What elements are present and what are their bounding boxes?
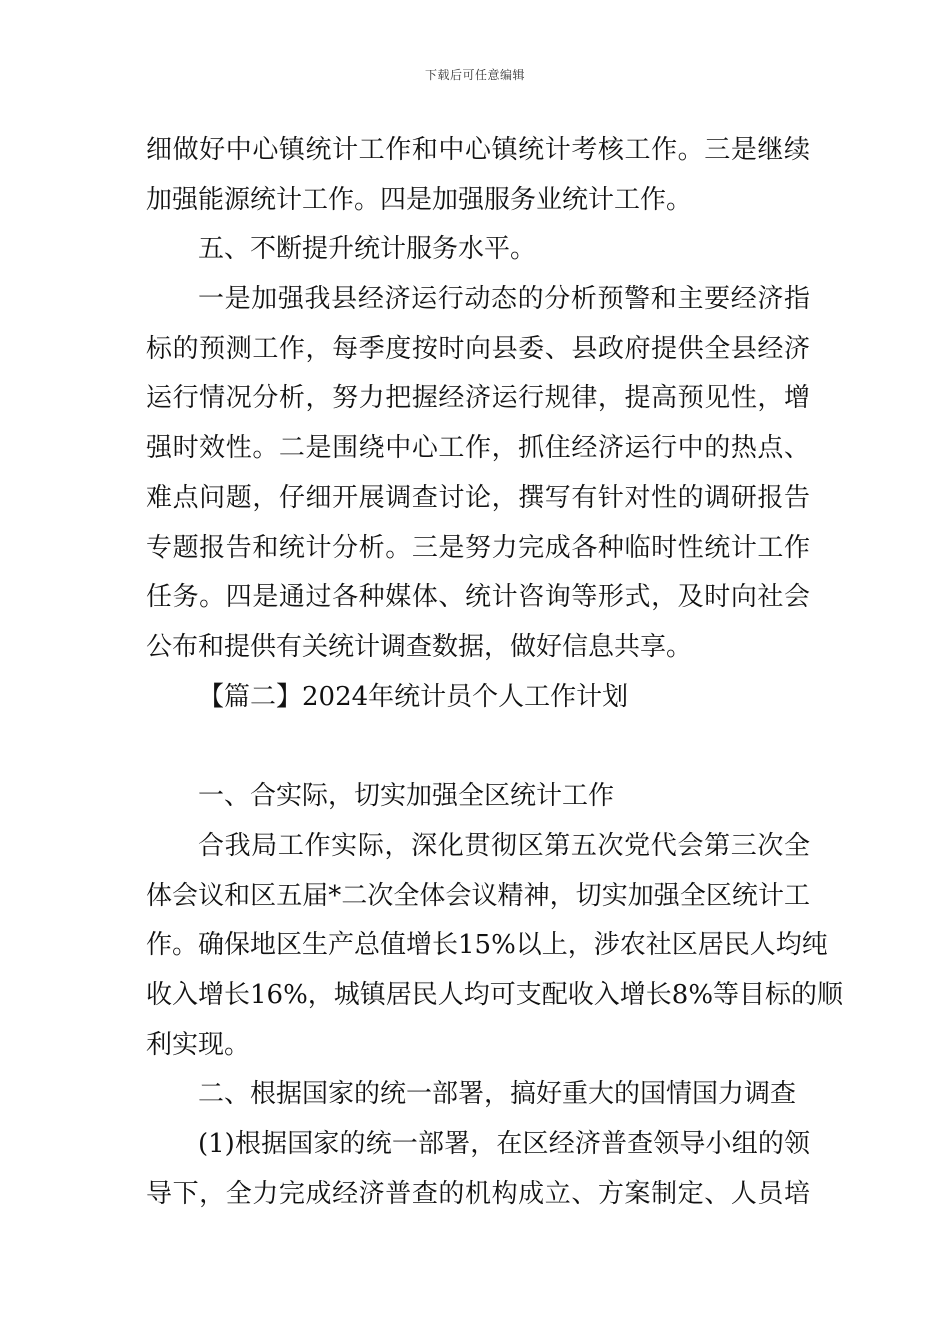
section-heading: 二、根据国家的统一部署，搞好重大的国情国力调查 (198, 1079, 797, 1110)
text-line: 专题报告和统计分析。三是努力完成各种临时性统计工作 (146, 532, 810, 563)
text-line: 收入增长16%，城镇居民人均可支配收入增长8%等目标的顺 (146, 980, 844, 1010)
section-heading: 五、不断提升统计服务水平。 (198, 234, 537, 265)
text-line: 导下，全力完成经济普查的机构成立、方案制定、人员培 (146, 1178, 810, 1209)
text-line: 标的预测工作，每季度按时向县委、县政府提供全县经济 (146, 333, 810, 364)
text-line: 利实现。 (146, 1029, 251, 1060)
text-line: 加强能源统计工作。四是加强服务业统计工作。 (146, 184, 693, 215)
article-title: 【篇二】2024年统计员个人工作计划 (198, 681, 629, 712)
blank-line (146, 722, 810, 772)
text-line: 合我局工作实际，深化贯彻区第五次党代会第三次全 (198, 830, 810, 861)
text-line: 公布和提供有关统计调查数据，做好信息共享。 (146, 631, 693, 662)
text-line: 运行情况分析，努力把握经济运行规律，提高预见性，增 (146, 383, 810, 414)
document-body (146, 126, 844, 1219)
text-line: 难点问题，仔细开展调查讨论，撰写有针对性的调研报告 (146, 482, 810, 513)
text-line: 强时效性。二是围绕中心工作，抓住经济运行中的热点、 (146, 433, 810, 464)
page-header: 下载后可任意编辑 (424, 68, 525, 82)
text-line: 任务。四是通过各种媒体、统计咨询等形式，及时向社会 (146, 582, 810, 613)
text-line: (1)根据国家的统一部署，在区经济普查领导小组的领 (198, 1129, 810, 1160)
text-line: 体会议和区五届*二次全体会议精神，切实加强全区统计工 (146, 880, 810, 911)
section-heading: 一、合实际，切实加强全区统计工作 (198, 781, 615, 812)
text-line: 一是加强我县经济运行动态的分析预警和主要经济指 (198, 284, 810, 315)
text-line: 作。确保地区生产总值增长15%以上，涉农社区居民人均纯 (146, 930, 828, 961)
text-line: 细做好中心镇统计工作和中心镇统计考核工作。三是继续 (146, 135, 810, 165)
